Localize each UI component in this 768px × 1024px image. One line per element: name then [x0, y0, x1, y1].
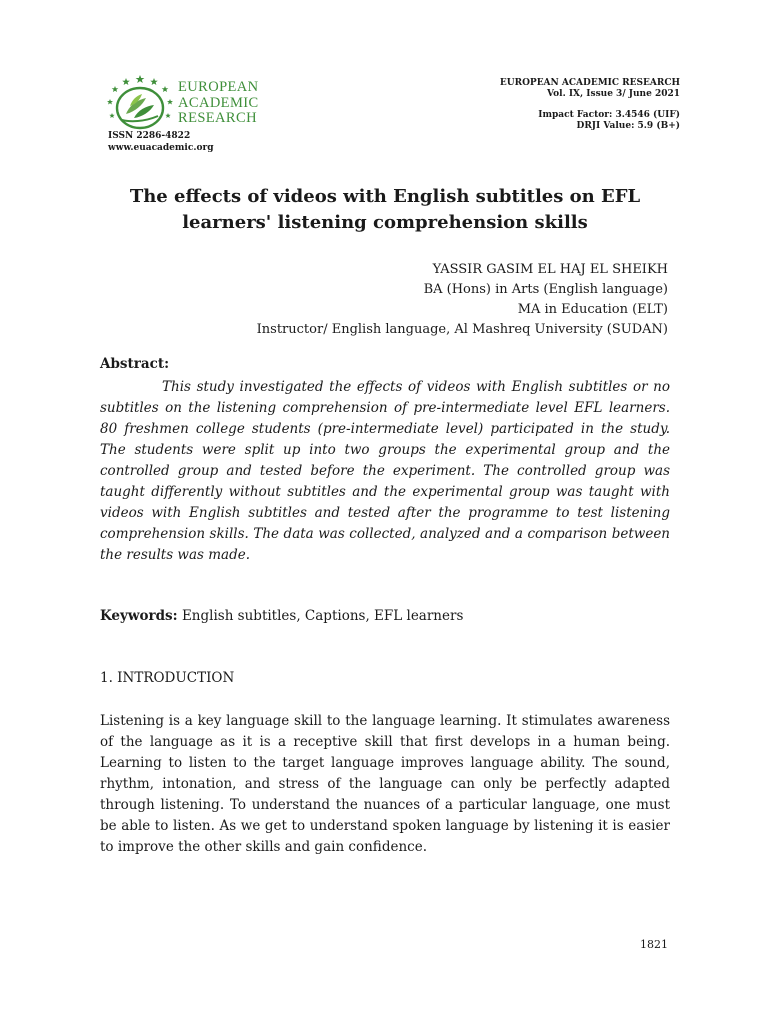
logo-line-academic: ACADEMIC — [178, 94, 259, 111]
journal-website: www.euacademic.org — [108, 143, 214, 153]
journal-name: EUROPEAN ACADEMIC RESEARCH — [499, 78, 680, 88]
author-affiliation: Instructor/ English language, Al Mashreq University (SUDAN) — [256, 322, 668, 337]
logo-wordmark — [178, 80, 259, 127]
keywords-label: Keywords: — [100, 608, 178, 624]
issn-number: ISSN 2286-4822 — [108, 131, 191, 141]
introduction-paragraph: Listening is a key language skill to the language learning. It stimulates awareness of the language as it is a receptive skill that first develops in a human being. Learning to listen to the target language improves language ability. The sound, rhythm, intonation, and stress of the language can only be perfectly adapted through listening. To understand the nuances of a particular language, one must be able to listen. As we get to understand spoken language by listening it is easier to improve the other skills and gain confidence. — [100, 713, 670, 855]
author-name: YASSIR GASIM EL HAJ EL SHEIKH — [432, 262, 668, 277]
abstract-label: Abstract: — [100, 356, 170, 372]
logo-line-european: EUROPEAN — [178, 79, 259, 95]
author-block — [257, 260, 668, 340]
keywords-line — [100, 606, 463, 627]
page-number: 1821 — [640, 938, 668, 951]
author-degree-ba: BA (Hons) in Arts (English language) — [423, 282, 668, 297]
journal-volume: Vol. IX, Issue 3/ June 2021 — [547, 88, 680, 99]
keywords-list: English subtitles, Captions, EFL learners — [181, 608, 464, 624]
laurel-logo-icon — [104, 74, 176, 136]
drji-value: DRJI Value: 5.9 (B+) — [576, 120, 680, 131]
issn-block — [108, 130, 214, 154]
journal-info-block — [500, 78, 680, 131]
impact-factor: Impact Factor: 3.4546 (UIF) — [538, 110, 680, 120]
abstract-text: This study investigated the effects of videos with English subtitles or no subtitles on the listening comprehension of pre-intermediate level EFL learners. 80 freshmen college students (pre-intermediate level) participated in the study. The students were split up into two groups the experimental group and the controlled group and tested before the experiment. The controlled group was taught differently without subtitles and the experimental group was taught with videos with English subtitles and tested after the programme to test listening comprehension skills. The data was collected, analyzed and a comparison between the results was made. — [100, 379, 670, 563]
logo-line-research: RESEARCH — [178, 110, 257, 126]
author-degree-ma: MA in Education (ELT) — [517, 302, 668, 317]
section-heading-introduction: 1. INTRODUCTION — [100, 670, 235, 686]
paper-title: The effects of videos with English subtitles on EFL learners' listening comprehension skills — [129, 186, 641, 233]
journal-logo — [104, 74, 274, 136]
